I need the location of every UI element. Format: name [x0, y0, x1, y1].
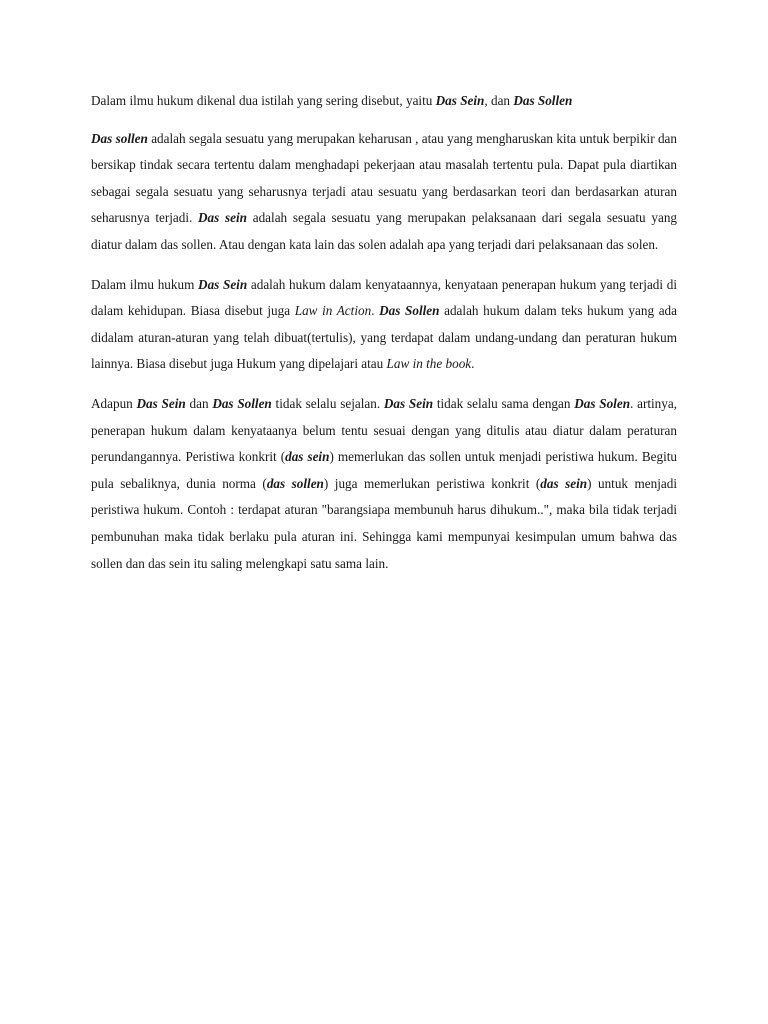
das-sein-definition-text: adalah segala sesuatu yang merupakan pelaksanaan dari segala sesuatu yang diatur dalam das sollen. Atau dengan kata lain das solen adalah apa yang terjadi dari pelaksanaan das solen. — [91, 210, 678, 252]
paragraph-text: Dalam ilmu hukum — [91, 276, 199, 292]
paragraph-das-sollen-definition — [91, 126, 677, 259]
term-das-sollen: Das Sollen — [379, 303, 440, 319]
intro-text: Dalam ilmu hukum dikenal dua istilah yang sering disebut, yaitu — [91, 93, 436, 108]
paragraph-text: Adapun — [91, 395, 137, 411]
term-das-sein: Das sein — [198, 210, 247, 226]
paragraph-text: tidak selalu sama dengan — [433, 395, 575, 411]
paragraph-text: adalah hukum dalam teks hukum yang ada didalam aturan-aturan yang telah dibuat(tertulis), yang terdapat dalam undang-undang dan peraturan hukum lainnya. Biasa disebut juga Hukum yang dipelajari atau — [91, 303, 678, 372]
paragraph-text: tidak selalu sejalan. — [271, 395, 384, 411]
term-das-sollen: Das Sollen — [212, 395, 272, 411]
term-das-sein: Das Sein — [198, 276, 248, 292]
paragraph-text: . — [471, 356, 475, 372]
term-das-sollen: Das Sollen — [513, 93, 573, 108]
term-law-in-the-book: Law in the book — [386, 356, 472, 372]
term-das-sein: das sein — [285, 449, 330, 465]
term-das-solen: Das Solen — [574, 395, 631, 411]
term-das-sein: Das Sein — [136, 395, 186, 411]
term-das-sein: Das Sein — [383, 395, 434, 411]
term-das-sein: das sein — [540, 475, 588, 491]
paragraph-text: adalah hukum dalam kenyataannya, kenyataan penerapan hukum yang terjadi di dalam kehidupan. Biasa disebut juga — [91, 276, 678, 319]
term-das-sollen: das sollen — [266, 475, 324, 491]
paragraph-text: ) untuk menjadi peristiwa hukum. Contoh : terdapat aturan "barangsiapa membunuh harus dihukum..", maka bila tidak terjadi pembunuhan maka tidak berlaku pula aturan ini. Sehingga kami mempunyai kesimpulan umum bahwa das sollen dan das sein itu saling melengkapi satu sama lain. — [91, 475, 678, 571]
paragraph-intro — [91, 88, 677, 115]
das-sollen-definition-text: adalah segala sesuatu yang merupakan keharusan , atau yang mengharuskan kita untuk berpikir dan bersikap tindak secara tertentu dalam menghadapi pekerjaan atau masalah tertentu pula. Dapat pula diartikan sebagai segala sesuatu yang seharusnya terjadi atau sesuatu yang berdasarkan teori dan berdasarkan aturan seharusnya terjadi. — [91, 130, 677, 226]
paragraph-conclusion — [91, 391, 677, 577]
term-das-sein: Das Sein — [435, 93, 485, 108]
document-page — [91, 88, 677, 590]
paragraph-text: ) memerlukan das sollen untuk menjadi peristiwa hukum. Begitu pula sebaliknya, dunia norma ( — [91, 449, 677, 491]
term-law-in-action: Law in Action — [294, 303, 372, 319]
intro-connector: , dan — [484, 93, 514, 108]
paragraph-text: ) juga memerlukan peristiwa konkrit ( — [323, 475, 541, 491]
paragraph-text: . artinya, penerapan hukum dalam kenyataanya belum tentu sesuai dengan yang ditulis atau diatur dalam peraturan perundangannya. Peristiwa konkrit ( — [91, 395, 678, 465]
paragraph-law-in-action — [91, 272, 677, 378]
paragraph-text: dan — [185, 395, 213, 411]
paragraph-text: . — [371, 303, 380, 319]
term-das-sollen: Das sollen — [91, 130, 148, 146]
